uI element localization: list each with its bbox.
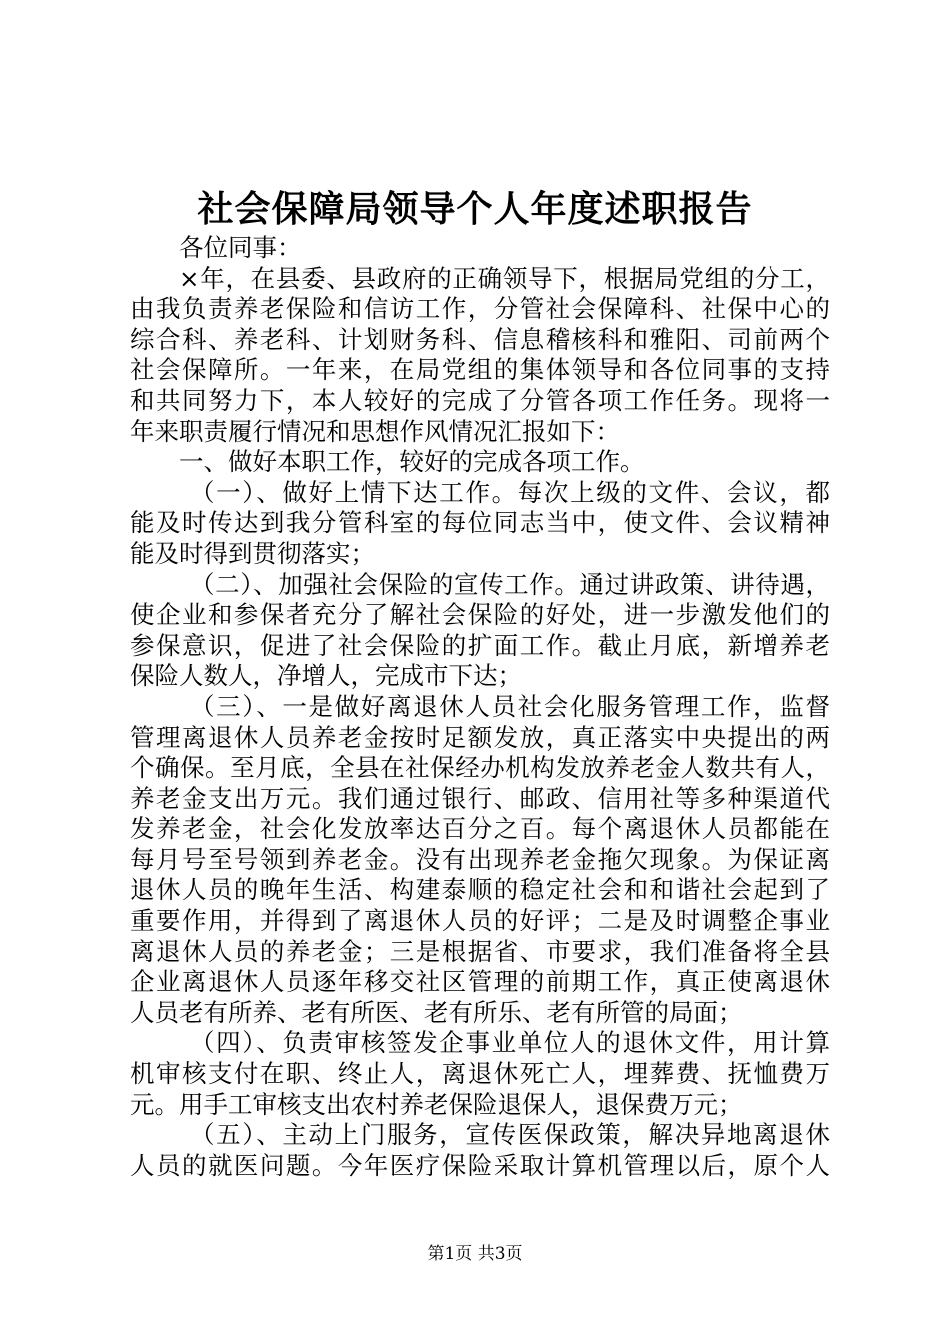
body-line: 和共同努力下，本人较好的完成了分管各项工作任务。现将一 — [130, 385, 830, 415]
body-line: 能及时传达到我分管科室的每位同志当中，使文件、会议精神 — [130, 508, 830, 538]
document-body — [130, 233, 830, 1181]
body-line: 管理离退休人员养老金按时足额发放，真正落实中央提出的两 — [130, 722, 830, 752]
body-line: 能及时得到贯彻落实； — [130, 538, 375, 568]
body-line: 养老金支出万元。我们通过银行、邮政、信用社等多种渠道代 — [130, 783, 830, 813]
body-line: 社会保障所。一年来，在局党组的集体领导和各位同事的支持 — [130, 355, 830, 385]
body-line: 由我负责养老保险和信访工作，分管社会保障科、社保中心的 — [130, 294, 830, 324]
body-line: 参保意识，促进了社会保险的扩面工作。截止月底，新增养老 — [130, 630, 830, 660]
body-line: （二）、加强社会保险的宣传工作。通过讲政策、讲待遇， — [190, 569, 830, 599]
body-line: 发养老金，社会化发放率达百分之百。每个离退休人员都能在 — [130, 814, 830, 844]
body-line: 机审核支付在职、终止人，离退休死亡人，埋葬费、抚恤费万 — [130, 1059, 830, 1089]
body-line: 综合科、养老科、计划财务科、信息稽核科和雅阳、司前两个 — [130, 324, 830, 354]
body-line: 退休人员的晚年生活、构建泰顺的稳定社会和和谐社会起到了 — [130, 875, 830, 905]
body-line: 人员老有所养、老有所医、老有所乐、老有所管的局面； — [130, 997, 743, 1027]
body-line: 离退休人员的养老金；三是根据省、市要求，我们准备将全县 — [130, 936, 830, 966]
body-line: （一）、做好上情下达工作。每次上级的文件、会议，都 — [190, 477, 830, 507]
body-line: 人员的就医问题。今年医疗保险采取计算机管理以后，原个人 — [130, 1150, 830, 1180]
body-line: 年来职责履行情况和思想作风情况汇报如下： — [130, 416, 620, 446]
body-line: 使企业和参保者充分了解社会保险的好处，进一步激发他们的 — [130, 600, 830, 630]
body-line: 每月号至号领到养老金。没有出现养老金拖欠现象。为保证离 — [130, 844, 830, 874]
body-line: 元。用手工审核支出农村养老保险退保人，退保费万元； — [130, 1089, 743, 1119]
page-number-footer: 第1页 共3页 — [427, 1244, 523, 1264]
body-line: （三）、一是做好离退休人员社会化服务管理工作，监督 — [190, 691, 830, 721]
body-line: 企业离退休人员逐年移交社区管理的前期工作，真正使离退休 — [130, 967, 830, 997]
body-line: 个确保。至月底，全县在社保经办机构发放养老金人数共有人， — [130, 753, 830, 783]
body-line: 各位同事： — [179, 233, 302, 262]
body-line: （五）、主动上门服务，宣传医保政策，解决异地离退休 — [190, 1120, 830, 1150]
body-line: 重要作用，并得到了离退休人员的好评；二是及时调整企事业 — [130, 906, 830, 936]
body-line: 保险人数人，净增人，完成市下达； — [130, 661, 522, 691]
body-line: （四）、负责审核签发企事业单位人的退休文件，用计算 — [190, 1028, 830, 1058]
body-line: ×年，在县委、县政府的正确领导下，根据局党组的分工， — [179, 263, 830, 293]
document-title: 社会保障局领导个人年度述职报告 — [197, 188, 753, 230]
body-line: 一、做好本职工作，较好的完成各项工作。 — [179, 447, 645, 477]
